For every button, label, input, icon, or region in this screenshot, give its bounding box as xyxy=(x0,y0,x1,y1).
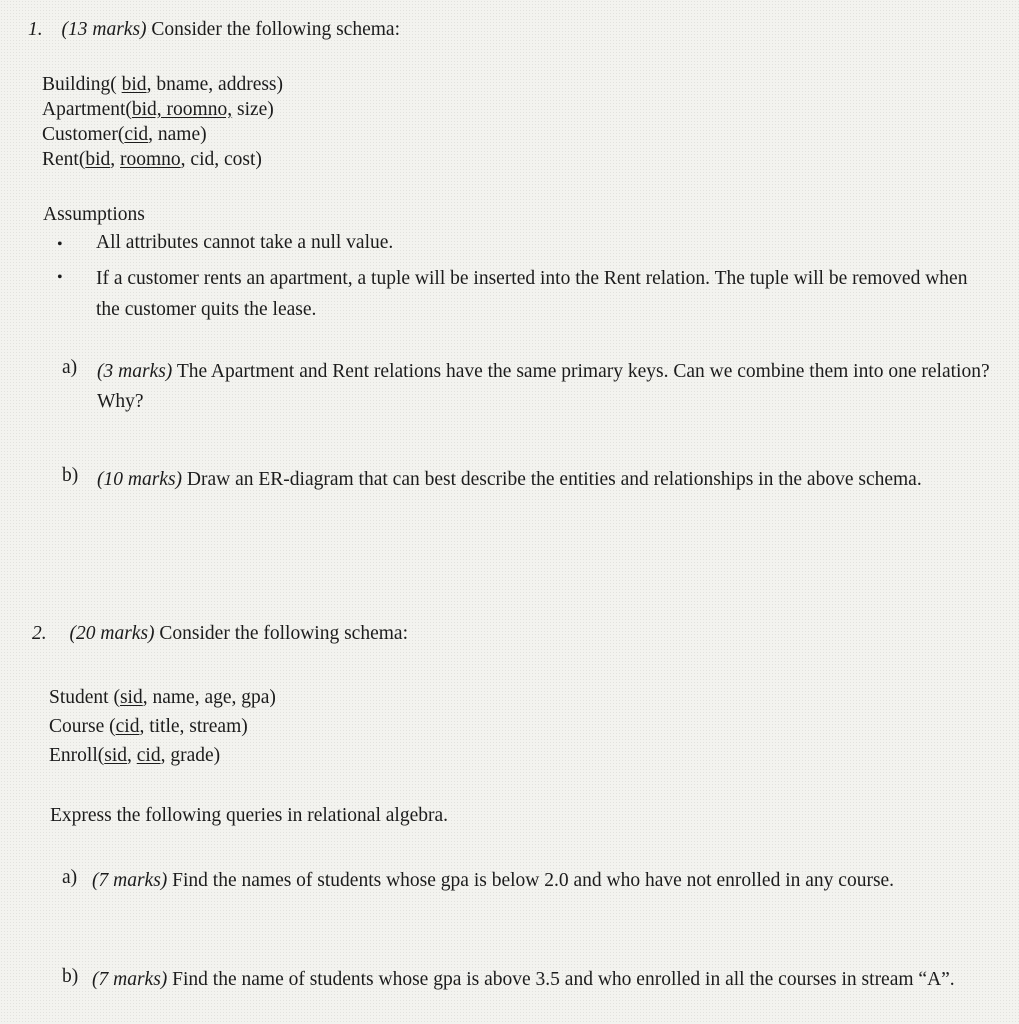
bullet-2: • xyxy=(57,269,63,286)
schema-line-student: Student (sid, name, age, gpa) xyxy=(49,687,276,708)
q2-instruction: Express the following queries in relational algebra. xyxy=(50,805,448,826)
q1a-label: a) xyxy=(62,357,78,378)
q1-schema xyxy=(42,72,283,172)
q2-intro: Consider the following schema: xyxy=(159,623,408,644)
q2-schema xyxy=(49,683,276,770)
schema-line-customer: Customer(cid, name) xyxy=(42,124,207,145)
q2a-text: (7 marks) Find the names of students whose gpa is below 2.0 and who have not enrolled in any course. xyxy=(92,870,895,891)
q2b-label: b) xyxy=(62,966,79,987)
q1-number: 1. xyxy=(28,19,43,40)
schema-line-course: Course (cid, title, stream) xyxy=(49,716,248,737)
assumptions-heading: Assumptions xyxy=(43,204,145,225)
schema-line-apartment: Apartment(bid, roomno, size) xyxy=(42,99,274,120)
schema-line-building: Building( bid, bname, address) xyxy=(42,74,284,95)
q2b-text: (7 marks) Find the name of students whose gpa is above 3.5 and who enrolled in all the courses in stream “A”. xyxy=(92,969,955,990)
q1-marks: (13 marks) xyxy=(61,19,147,40)
schema-line-rent: Rent(bid, roomno, cid, cost) xyxy=(42,149,262,170)
q1b-text: (10 marks) Draw an ER-diagram that can best describe the entities and relationships in the above schema. xyxy=(97,469,922,490)
q2a-marks: (7 marks) xyxy=(92,870,168,891)
assumption-2: If a customer rents an apartment, a tuple will be inserted into the Rent relation. The tuple will be removed when the customer quits the lease. xyxy=(96,268,968,320)
q2-header xyxy=(32,623,408,645)
q2b-marks: (7 marks) xyxy=(92,969,168,990)
q1-intro: Consider the following schema: xyxy=(151,19,400,40)
assumption-1: All attributes cannot take a null value. xyxy=(96,232,394,253)
q2-marks: (20 marks) xyxy=(69,623,155,644)
q1b-label: b) xyxy=(62,465,79,486)
schema-line-enroll: Enroll(sid, cid, grade) xyxy=(49,745,221,766)
q1-header xyxy=(28,19,400,41)
q2-number: 2. xyxy=(32,623,47,644)
q1b-marks: (10 marks) xyxy=(97,469,183,490)
q1a-text: (3 marks) The Apartment and Rent relations have the same primary keys. Can we combine them into one relation? Why? xyxy=(97,361,990,412)
bullet-1: • xyxy=(57,236,63,253)
q2a-label: a) xyxy=(62,867,78,888)
q1a-marks: (3 marks) xyxy=(97,361,173,382)
